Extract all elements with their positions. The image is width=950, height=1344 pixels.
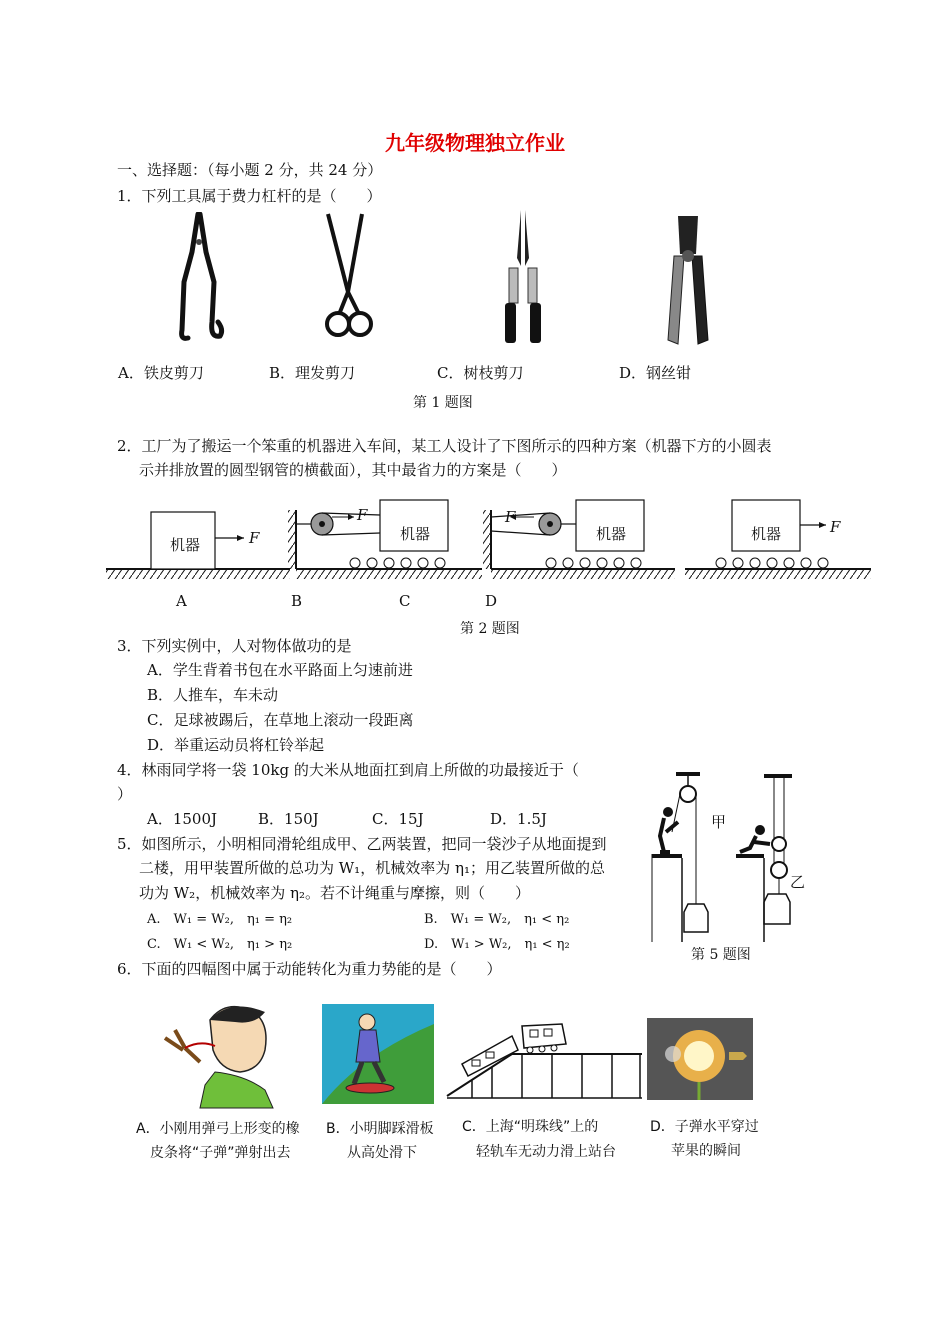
q2-label-a: A [176, 592, 187, 610]
q6-caption-a-line1: A．小刚用弹弓上形变的橡 [136, 1121, 300, 1137]
skateboard-boy-image [322, 1004, 434, 1104]
q1-stem: 1．下列工具属于费力杠杆的是（ ） [117, 187, 382, 205]
label-jia: 甲 [711, 813, 727, 831]
bullet-apple-image [647, 1018, 753, 1100]
light-rail-image [442, 1014, 642, 1099]
q6-caption-c-line1: C．上海“明珠线”上的 [462, 1119, 599, 1135]
q6-caption-b-line1: B．小明脚踩滑板 [326, 1121, 434, 1137]
q2-label-d: D [485, 592, 498, 610]
machine-label-b: 机器 [400, 525, 431, 543]
q5-option-d: D. W₁ > W₂, η₁ < η₂ [424, 937, 570, 952]
q3-option-a: A．学生背着书包在水平路面上匀速前进 [147, 661, 413, 679]
q4-option-c: C．15J [372, 810, 424, 828]
q2-label-b: B [291, 592, 303, 610]
q1-option-d: D．钢丝钳 [619, 364, 692, 382]
q3-option-b: B．人推车，车未动 [147, 686, 279, 704]
force-label-d: F [830, 518, 841, 536]
q1-option-c: C．树枝剪刀 [437, 364, 524, 382]
label-yi: 乙 [790, 873, 806, 891]
slingshot-boy-image [155, 1000, 295, 1110]
q4-option-d: D．1.5J [490, 810, 547, 828]
q6-caption-b-line2: 从高处滑下 [347, 1145, 417, 1161]
q2-caption: 第 2 题图 [460, 621, 520, 637]
machine-label-a: 机器 [170, 536, 201, 554]
branch-pruner-image [495, 208, 555, 348]
q5-caption: 第 5 题图 [691, 947, 751, 963]
q5-line2: 二楼，用甲装置所做的总功为 W₁，机械效率为 η₁；用乙装置所做的总 [139, 859, 605, 877]
q6-caption-a-line2: 皮条将“子弹”弹射出去 [150, 1145, 291, 1161]
q6-stem: 6．下面的四幅图中属于动能转化为重力势能的是（ ） [117, 960, 502, 978]
q3-option-d: D．举重运动员将杠铃举起 [147, 736, 325, 754]
q6-caption-d-line1: D．子弹水平穿过 [650, 1119, 759, 1135]
q5-option-a: A. W₁ = W₂, η₁ = η₂ [147, 912, 293, 927]
q3-stem: 3．下列实例中，人对物体做功的是 [117, 637, 352, 655]
scheme-b [288, 500, 482, 579]
q2-stem-line2: 示并排放置的圆型钢管的横截面），其中最省力的方案是（ ） [139, 461, 567, 479]
q5-option-c: C. W₁ < W₂, η₁ > η₂ [147, 937, 293, 952]
q4-option-b: B．150J [258, 810, 319, 828]
machine-label-c: 机器 [596, 525, 627, 543]
pulley-figure [650, 772, 830, 942]
pliers-image [660, 214, 716, 349]
q3-option-c: C．足球被踢后，在草地上滚动一段距离 [147, 711, 414, 729]
q4-stem-line2: ） [117, 785, 133, 803]
q1-caption: 第 1 题图 [413, 395, 473, 411]
q2-stem-line1: 2．工厂为了搬运一个笨重的机器进入车间，某工人设计了下图所示的四种方案（机器下方的小圆表 [117, 437, 772, 455]
q6-caption-c-line2: 轻轨车无动力滑上站台 [476, 1144, 616, 1160]
force-label-c: F [505, 508, 516, 526]
tin-snips-image [170, 212, 230, 347]
q5-option-b: B. W₁ = W₂, η₁ < η₂ [424, 912, 570, 927]
q5-line3: 功为 W₂，机械效率为 η₂。若不计绳重与摩擦，则（ ） [139, 884, 530, 902]
q5-line1: 5．如图所示，小明相同滑轮组成甲、乙两装置，把同一袋沙子从地面提到 [117, 835, 607, 853]
force-label-b: F [357, 506, 368, 524]
q6-caption-d-line2: 苹果的瞬间 [671, 1143, 741, 1159]
q4-stem-line1: 4．林雨同学将一袋 10kg 的大米从地面扛到肩上所做的功最接近于（ [117, 761, 579, 779]
section-heading: 一、选择题：（每小题 2 分，共 24 分） [117, 161, 383, 179]
barber-scissors-image [318, 212, 378, 347]
q2-label-c: C [399, 592, 411, 610]
q4-option-a: A．1500J [147, 810, 218, 828]
q1-option-b: B．理发剪刀 [269, 364, 356, 382]
q1-option-a: A．铁皮剪刀 [118, 364, 204, 382]
page-title: 九年级物理独立作业 [385, 131, 565, 155]
machine-label-d: 机器 [751, 525, 782, 543]
force-label-a: F [249, 529, 260, 547]
